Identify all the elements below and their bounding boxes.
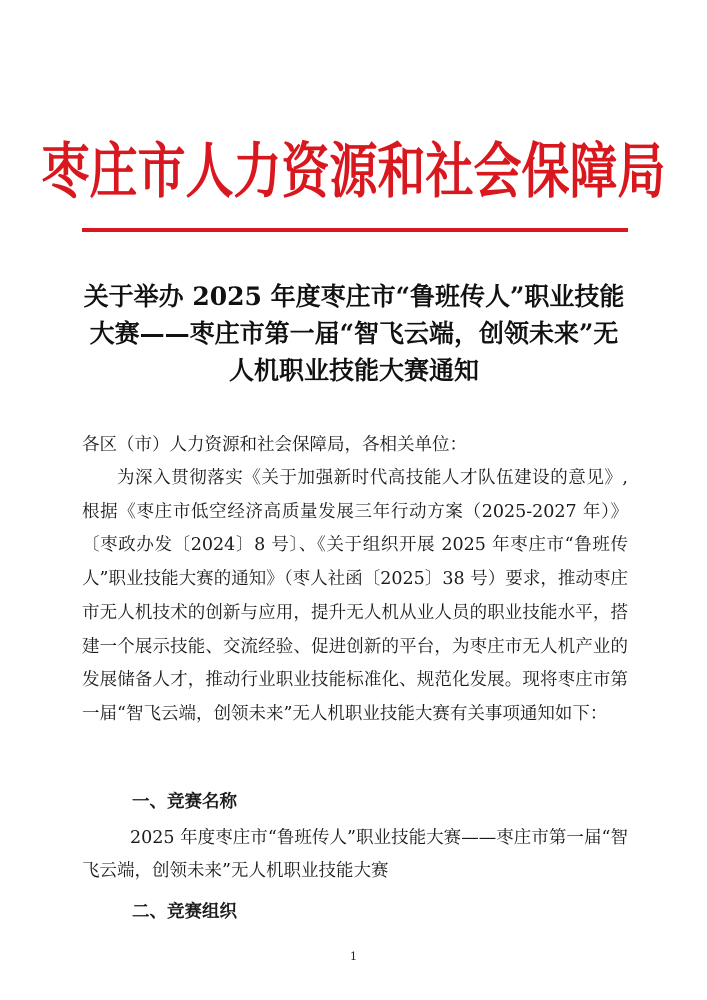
page-number: 1 (350, 950, 357, 963)
agency-masthead: 枣庄市人力资源和社会保障局 (41, 136, 666, 207)
masthead-red-rule (82, 228, 628, 232)
competition-name-text: 2025 年度枣庄市“鲁班传人”职业技能大赛——枣庄市第一届“智飞云端，创领未来”无人机职业技能大赛 (82, 828, 628, 881)
section-heading-competition-organization: 二、竞赛组织 (132, 902, 237, 922)
document-title: 关于举办 2025 年度枣庄市“鲁班传人”职业技能大赛——枣庄市第一届“智飞云端，创领未来”无人机职业技能大赛通知 (83, 282, 625, 385)
section-heading-competition-name: 一、竞赛名称 (132, 792, 237, 812)
salutation: 各区（市）人力资源和社会保障局，各相关单位： (82, 435, 467, 455)
intro-paragraph: 为深入贯彻落实《关于加强新时代高技能人才队伍建设的意见》,根据《枣庄市低空经济高质量发展三年行动方案（2025-2027 年）》〔枣政办发〔2024〕8 号〕、《关于组织开展 2025 年枣庄市“鲁班传人”职业技能大赛的通知》（枣人社函〔2025〕38 号）要求，推动枣庄市无人机技术的创新与应用，提升无人机从业人员的职业技能水平，搭建一个展示技能、交流经验、促进创新的平台，为枣庄市无人机产业的发展储备人才，推动行业职业技能标准化、规范化发展。现将枣庄市第一届“智飞云端，创领未来”无人机职业技能大赛有关事项通知如下： (82, 468, 628, 724)
